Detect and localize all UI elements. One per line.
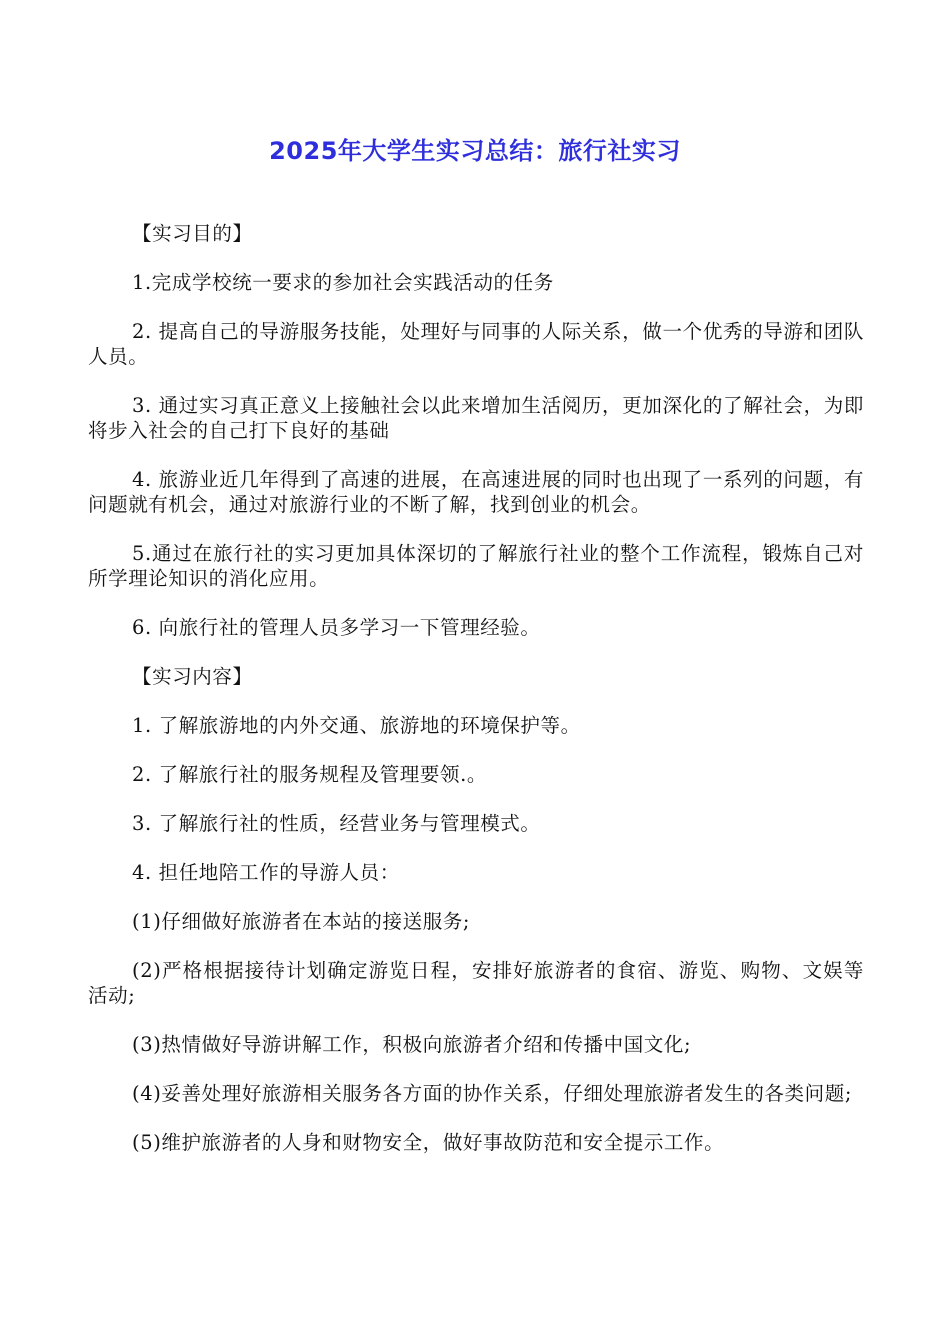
list-item: (4)妥善处理好旅游相关服务各方面的协作关系，仔细处理旅游者发生的各类问题; (132, 1082, 852, 1105)
document-title: 2025年大学生实习总结：旅行社实习 (269, 137, 681, 165)
paragraph: 1.完成学校统一要求的参加社会实践活动的任务 (132, 271, 554, 294)
section-heading-purpose: 【实习目的】 (132, 222, 253, 245)
document-body (88, 221, 864, 1179)
paragraph: 4. 担任地陪工作的导游人员： (132, 861, 400, 884)
paragraph: 4. 旅游业近几年得到了高速的进展，在高速进展的同时也出现了一系列的问题，有问题就有机会，通过对旅游行业的不断了解，找到创业的机会。 (88, 468, 864, 516)
paragraph: 6. 向旅行社的管理人员多学习一下管理经验。 (132, 616, 541, 639)
paragraph: 5.通过在旅行社的实习更加具体深切的了解旅行社业的整个工作流程，锻炼自己对所学理论知识的消化应用。 (88, 542, 864, 590)
list-item: (1)仔细做好旅游者在本站的接送服务; (132, 910, 471, 933)
list-item: (3)热情做好导游讲解工作，积极向旅游者介绍和传播中国文化; (132, 1033, 692, 1056)
paragraph: 3. 了解旅行社的性质，经营业务与管理模式。 (132, 812, 541, 835)
paragraph: 2. 提高自己的导游服务技能，处理好与同事的人际关系，做一个优秀的导游和团队人员。 (88, 320, 864, 368)
list-item: (5)维护旅游者的人身和财物安全，做好事故防范和安全提示工作。 (132, 1131, 725, 1154)
paragraph: 1. 了解旅游地的内外交通、旅游地的环境保护等。 (132, 714, 581, 737)
section-heading-content: 【实习内容】 (132, 665, 253, 688)
paragraph: 3. 通过实习真正意义上接触社会以此来增加生活阅历，更加深化的了解社会，为即将步入社会的自己打下良好的基础 (88, 394, 864, 442)
list-item: (2)严格根据接待计划确定游览日程，安排好旅游者的食宿、游览、购物、文娱等活动; (88, 959, 864, 1007)
paragraph: 2. 了解旅行社的服务规程及管理要领.。 (132, 763, 488, 786)
